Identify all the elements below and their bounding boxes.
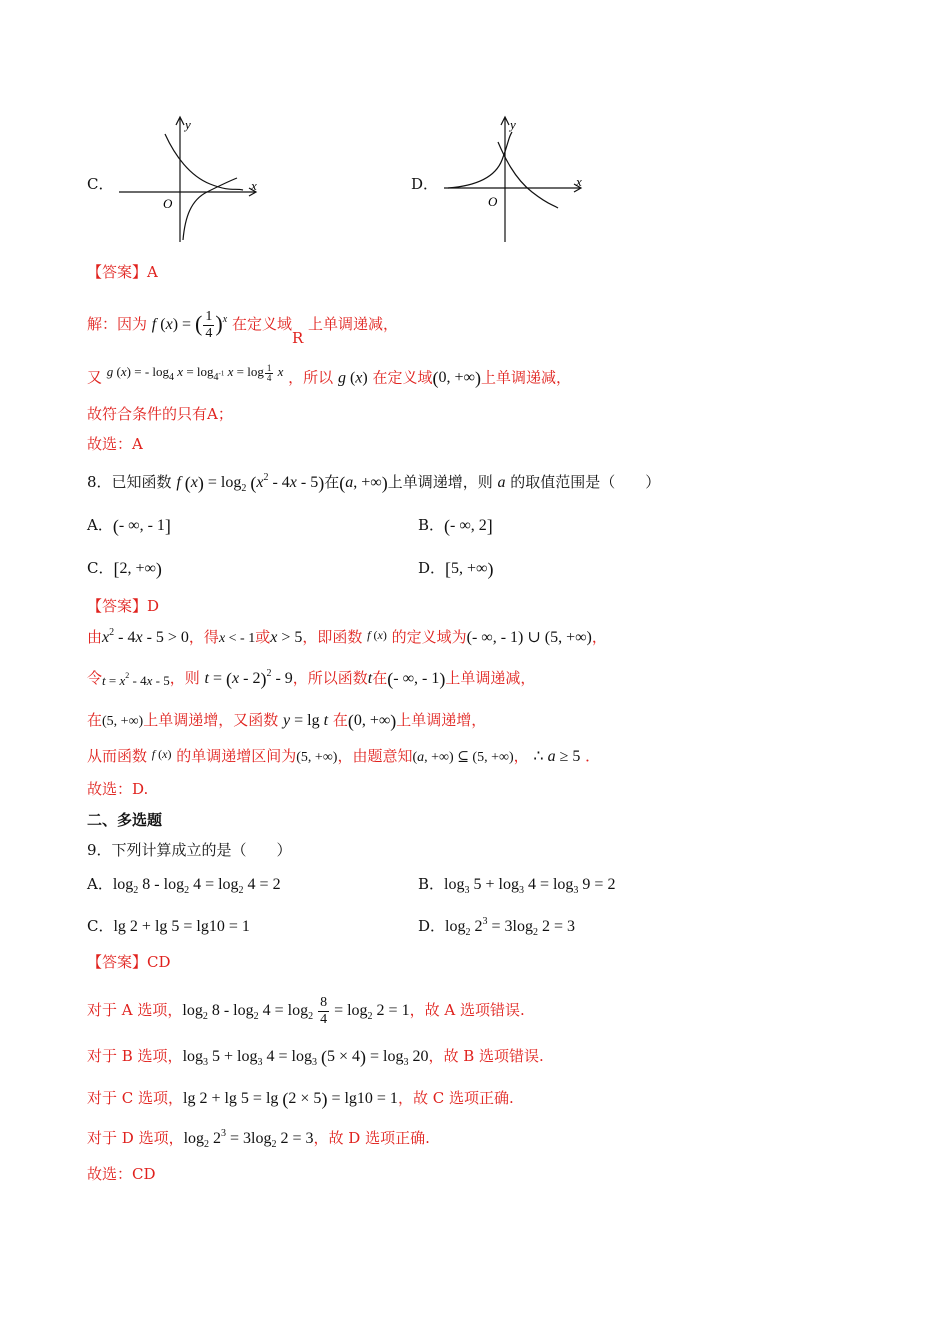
- q9-option-d: [418, 916, 575, 939]
- q9-stem: 9．下列计算成立的是（ ）: [87, 841, 292, 859]
- q7-sol2-mid2: 在定义域: [372, 368, 433, 387]
- q9-opt-d-label: D．: [418, 917, 446, 935]
- q8-s1-lt: x < - 1: [218, 631, 256, 646]
- q8-stem-a: a: [497, 474, 506, 491]
- q7-gx-formula: g (x) = - $\log_4 x = \log_{4^{-1}} x = \log$ $\frac{1}{4}$ x: [106, 362, 284, 384]
- q8-solution-line2: [87, 667, 535, 691]
- q8-s2-t-expr: t = (x - 2)$^2$ - 9: [204, 668, 293, 689]
- q8-s4-b: 的单调递增区间为: [176, 747, 297, 765]
- q9-solution-a: [87, 995, 525, 1028]
- section-heading-multiple-choice: 二、多选题: [87, 811, 163, 829]
- q7-solution-line2: [87, 362, 571, 390]
- q8-interval: (a, +∞): [339, 473, 388, 493]
- q8-s4-c: ，由题意知: [337, 747, 413, 765]
- q9-solution-c: [87, 1087, 514, 1109]
- q8-option-a: [87, 514, 171, 536]
- q7-fx-formula: f (x) = ( $\frac{1}{4}$ )$^x$: [151, 309, 228, 341]
- q7-gx-ref: g (x): [337, 369, 368, 387]
- q9-b-end: ，故 B 选项错误.: [428, 1047, 544, 1065]
- q8-s1-b: ，得: [188, 628, 219, 646]
- q9-c-formula: lg 2 + lg 5 = lg (2 × 5) = lg10 = 1: [183, 1089, 398, 1109]
- q9-d-formula: $\log_2 2^3 = 3\log_2$ 2 = 3: [183, 1128, 314, 1150]
- q9-opt-a-value: $\log_2 8 - \log_2 4 = \log_2 4 = 2$: [112, 876, 281, 896]
- q7-solution-line1: [87, 309, 399, 348]
- graph-c: [115, 112, 265, 247]
- q8-s1-domain: (- ∞, - 1) ∪ (5, +∞): [466, 629, 592, 646]
- q8-s4-result: ∴ a ≥ 5: [533, 748, 581, 765]
- q8-option-d: [418, 557, 493, 579]
- graph-d-origin-label: O: [488, 194, 498, 209]
- q8-opt-d-value: [5, +∞): [445, 559, 494, 579]
- q9-c-pre: 对于 C 选项，: [87, 1089, 184, 1107]
- q8-option-b: [418, 514, 493, 536]
- graph-c-x-label: x: [251, 178, 257, 193]
- q9-solution-b: [87, 1045, 544, 1069]
- graph-c-origin-label: O: [163, 196, 173, 211]
- q8-s1-c: 或: [255, 628, 271, 646]
- q9-a-pre: 对于 A 选项，: [87, 1001, 183, 1020]
- q7-sol2-mid: ，所以: [288, 368, 334, 387]
- q9-d-pre: 对于 D 选项，: [87, 1129, 184, 1147]
- graph-c-log-curve: [183, 178, 237, 240]
- q8-s4-d: ，: [513, 747, 529, 765]
- q7-solution-line4: 故选：A: [87, 435, 143, 453]
- q9-final: 故选：CD: [87, 1165, 156, 1183]
- graph-d-x-label: x: [576, 174, 582, 189]
- q8-stem-tail: 的取值范围是（ ）: [510, 473, 661, 491]
- q9-a-formula: $\log_2 8 - \log_2 4 = \log_2$ $\frac{8}{4}$ = $\log_2 2 = 1$: [182, 995, 410, 1027]
- q9-option-c: [87, 916, 250, 937]
- q8-s1-gt: x > 5: [270, 629, 303, 646]
- q8-opt-d-label: D．: [418, 559, 446, 577]
- q8-s1-f: ，: [591, 628, 607, 646]
- graph-d-y-label: y: [510, 117, 516, 132]
- q9-b-pre: 对于 B 选项，: [87, 1047, 183, 1065]
- q8-s1-e: 的定义域为: [391, 628, 467, 646]
- q9-opt-d-value: $\log_2 2^3 = 3\log_2$ 2 = 3: [445, 916, 575, 938]
- q9-opt-a-label: A．: [87, 875, 113, 893]
- graph-c-exp-curve: [165, 134, 243, 190]
- q8-s3-lgt: y = lg t: [283, 712, 329, 729]
- q9-a-end: ，故 A 选项错误.: [409, 1001, 525, 1020]
- q8-opt-b-value: (- ∞, 2]: [444, 516, 493, 536]
- q7-sol2-prefix: 又: [87, 368, 103, 387]
- q8-s3-d: 上单调递增，: [396, 711, 487, 729]
- q8-s4-subset: (a, +∞) ⊆ (5, +∞): [412, 750, 514, 765]
- q8-opt-c-value: [2, +∞): [113, 559, 162, 579]
- q7-sol1-mid: 在定义域: [231, 315, 292, 334]
- q8-stem: [87, 471, 660, 495]
- q8-opt-b-label: B．: [418, 516, 445, 534]
- q8-stem-end: 上单调递增，则: [387, 473, 493, 491]
- q8-s3-interval1: (5, +∞): [102, 714, 144, 729]
- q8-option-c: [87, 557, 162, 579]
- q8-s2-b: ，则: [169, 669, 200, 687]
- q8-opt-a-value: (- ∞, - 1]: [112, 516, 171, 536]
- q8-s2-a: 令: [87, 669, 103, 687]
- q8-answer: 【答案】D: [87, 597, 160, 615]
- q9-opt-c-value: lg 2 + lg 5 = lg10 = 1: [113, 918, 250, 935]
- q8-s2-t-def: $t = x^2 - 4x - 5$: [102, 671, 170, 688]
- q9-opt-b-label: B．: [418, 875, 445, 893]
- q9-c-end: ，故 C 选项正确.: [397, 1089, 514, 1107]
- q8-s4-fx: f (x): [151, 747, 172, 761]
- q8-s2-interval: (- ∞, - 1): [387, 669, 446, 689]
- graph-d: [440, 112, 590, 247]
- q8-s4-a: 从而函数: [87, 747, 148, 765]
- q8-stem-prefix: 8．已知函数: [87, 473, 172, 491]
- q7-solution-line3: 故符合条件的只有A；: [87, 405, 233, 423]
- q8-solution-line1: [87, 627, 607, 650]
- q8-solution-line4: [87, 746, 600, 768]
- q7-domain-interval: (0, +∞): [432, 368, 481, 389]
- q8-fx-formula: f $(x) = \log_2 (x^2 - 4x - 5)$: [176, 472, 325, 494]
- q8-opt-a-label: A．: [87, 516, 113, 534]
- graph-d-log-curve: [498, 142, 558, 208]
- q8-s1-fx: f (x): [367, 628, 387, 642]
- q8-s2-t: t: [367, 670, 373, 687]
- q9-option-a: [87, 874, 281, 897]
- q8-s3-a: 在: [87, 711, 103, 729]
- graph-d-exp-curve: [448, 132, 512, 188]
- q9-d-end: ，故 D 选项正确.: [313, 1129, 430, 1147]
- graph-c-y-label: y: [185, 117, 191, 132]
- q7-answer: 【答案】A: [87, 263, 158, 281]
- q8-opt-c-label: C．: [87, 559, 114, 577]
- q7-sol1-end: 上单调递减，: [308, 315, 399, 334]
- q8-s2-e: 上单调递减，: [445, 669, 536, 687]
- option-d-label: D．: [411, 175, 439, 193]
- q9-b-formula: $\log_3 5 + \log_3 4 = \log_3 (5 \times 4) = \log_3 20$: [182, 1047, 429, 1068]
- q8-s2-c: ，所以函数: [292, 669, 368, 687]
- q8-s3-interval2: (0, +∞): [347, 711, 397, 731]
- q8-s1-ineq: $x^2 - 4x - 5 > 0$: [102, 627, 189, 646]
- q8-solution-line3: [87, 709, 486, 732]
- q9-option-b: [418, 874, 615, 897]
- q9-solution-d: [87, 1128, 430, 1151]
- q9-opt-c-label: C．: [87, 917, 114, 935]
- q8-s1-a: 由: [87, 628, 103, 646]
- q8-solution-line5: 故选：D.: [87, 780, 149, 798]
- q7-sol1-prefix: 解：因为: [87, 315, 148, 334]
- q8-s3-b: 上单调递增，又函数: [143, 711, 279, 729]
- q8-s2-d: 在: [372, 669, 388, 687]
- q8-stem-mid: 在: [324, 473, 340, 491]
- q8-s4-e: ．: [585, 747, 601, 765]
- q9-opt-b-value: $\log_3 5 + \log_3 4 = \log_3 9 = 2$: [444, 876, 616, 896]
- q7-sol1-r: R: [291, 329, 304, 348]
- q7-sol2-end: 上单调递减，: [480, 368, 571, 387]
- q8-s3-c: 在: [332, 711, 348, 729]
- q8-s1-d: ，即函数: [302, 628, 363, 646]
- q9-answer: 【答案】CD: [87, 953, 171, 971]
- q8-s4-interval: (5, +∞): [296, 750, 338, 765]
- option-c-label: C．: [87, 175, 114, 193]
